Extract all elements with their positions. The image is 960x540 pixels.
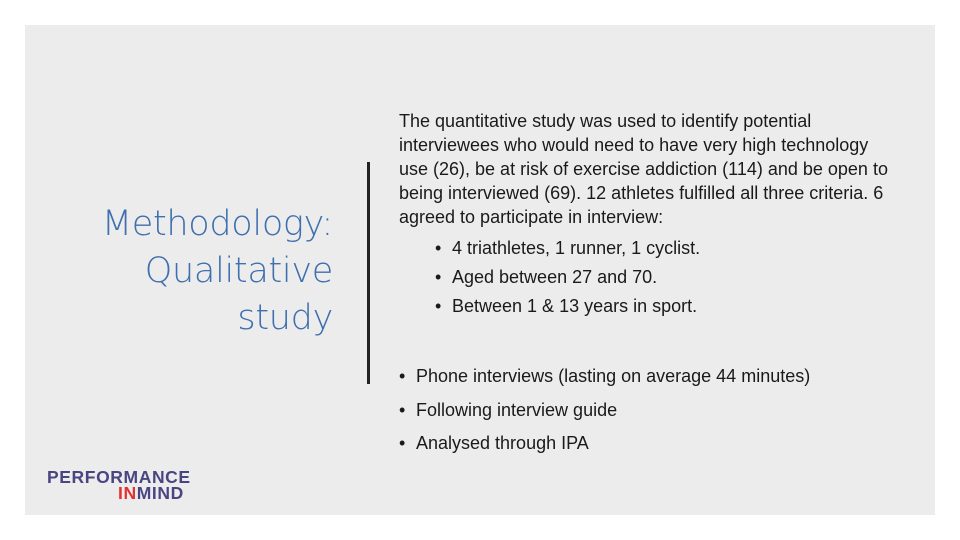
logo-rest-text: MIND xyxy=(136,483,184,503)
list-item-text: 4 triathletes, 1 runner, 1 cyclist. xyxy=(452,238,701,258)
list-item-text: Between 1 & 13 years in sport. xyxy=(452,296,698,316)
slide xyxy=(25,25,935,515)
slide-title-line-1: Methodology: xyxy=(101,204,333,244)
list-item xyxy=(399,234,899,263)
method-list xyxy=(399,360,899,461)
slide-title xyxy=(65,201,333,342)
slide-title-line-3: study xyxy=(237,298,333,338)
vertical-divider xyxy=(367,162,370,384)
slide-body xyxy=(399,109,899,461)
bullet-icon: • xyxy=(399,399,406,420)
bullet-icon: • xyxy=(399,433,406,453)
participant-details-list xyxy=(399,234,899,321)
logo-line-1: PERFORMANCE xyxy=(47,467,191,487)
list-item-text: Following interview guide xyxy=(416,399,618,420)
bullet-icon: • xyxy=(435,238,442,258)
list-item-text: Phone interviews (lasting on average 44 minutes) xyxy=(416,366,811,386)
list-item xyxy=(399,394,899,428)
bullet-icon: • xyxy=(435,267,442,287)
logo-line-2 xyxy=(47,485,191,501)
bullet-icon: • xyxy=(399,366,406,386)
list-item-text: Aged between 27 and 70. xyxy=(452,267,658,287)
bullet-icon: • xyxy=(435,296,442,316)
list-item xyxy=(399,427,899,461)
list-item xyxy=(399,263,899,292)
intro-paragraph: The quantitative study was used to identify potential interviewees who would need to have very high technology use (26), be at risk of exercise addiction (114) and be open to being interviewed (69). 12 athletes fulfilled all three criteria. 6 agreed to participate in interview: xyxy=(399,111,888,227)
list-item-text: Analysed through IPA xyxy=(416,433,589,453)
logo-accent-text: IN xyxy=(118,483,137,503)
slide-title-line-2: Qualitative xyxy=(144,251,333,291)
performance-in-mind-logo xyxy=(47,469,191,501)
list-item xyxy=(399,292,899,321)
list-item xyxy=(399,360,899,394)
